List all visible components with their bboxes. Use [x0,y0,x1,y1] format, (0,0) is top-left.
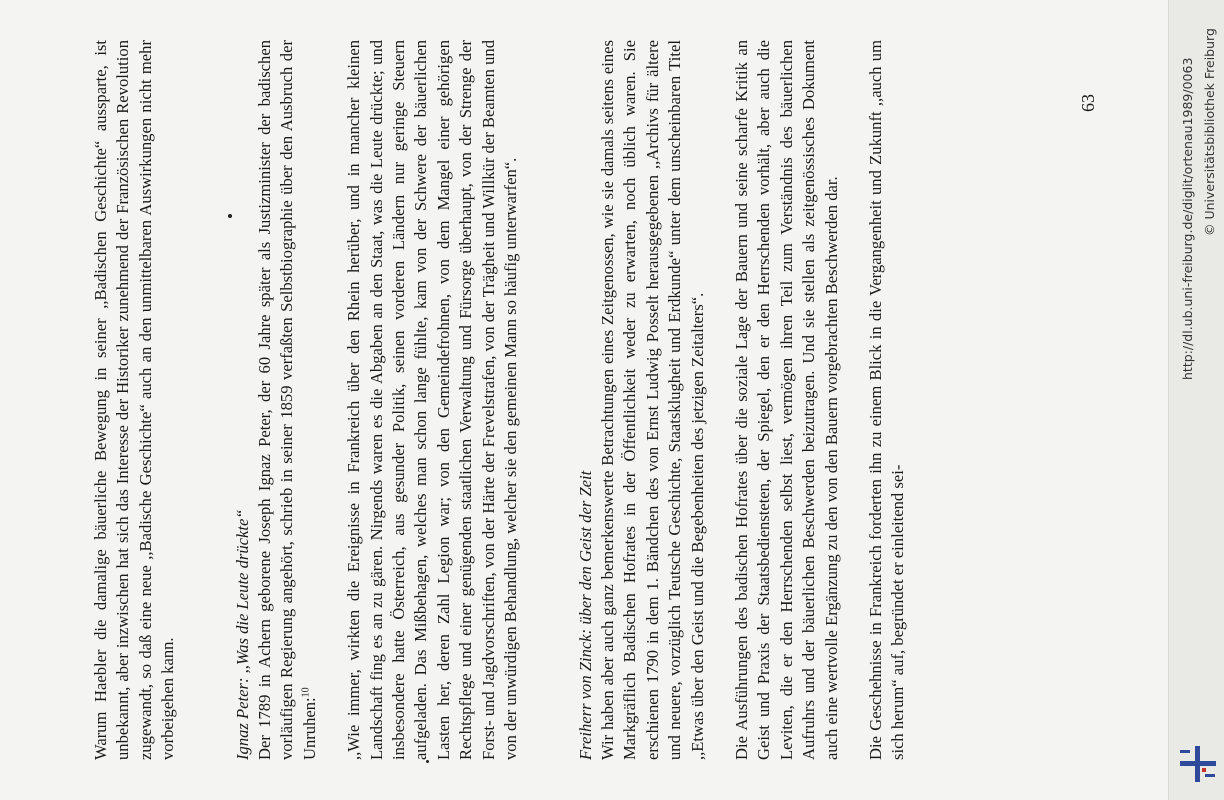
section-heading-zinck: Freiherr von Zinck: über den Geist der Zeit [575,470,595,760]
paragraph-peter-intro [254,40,321,760]
paragraph-zinck-3: Die Geschehnisse in Frankreich forderten ihn zu einem Blick in die Vergangenheit und Zukunft ,,auch um sich herum“ auf, begründet er einleitend sei- [865,40,908,760]
quote-paragraph: ,,Wie immer, wirkten die Ereignisse in Frankreich über den Rhein herüber, und in mancher kleinen Landschaft fing es an zu gären. Nirgends waren es die Abgaben an den Staat, was die Leute drückte; und insbesondere hatte Österreich, aus gesunder Politik, seinen vorderen Ländern nur geringe Steuern aufgeladen. Das Mißbehagen, welches man schon lange fühlte, kam von der Schwere der bäuerlichen Lasten her, deren Zahl Legion war; von den Gemeindefrohnen, von dem Mangel einer gehörigen Rechtspflege und einer genügenden staatlichen Verwaltung und Fürsorge überhaupt, von der Strenge der Forst- und Jagdvorschriften, von der Härte der Frevelstrafen, von der Trägheit und Willkür der Beamten und von der unwürdigen Behandlung, welcher sie den gemeinen Mann so häufig unterwarfen“. [344,40,521,760]
copyright-text: © Universitätsbibliothek Freiburg [1202,28,1217,236]
scan-speck [228,214,232,218]
intro-paragraph: Warum Haebler die damalige bäuerliche Bewegung in seiner ,,Badischen Geschichte“ aussparte, ist unbekannt, aber inzwischen hat sich das Interesse der Historiker zunehmend der Französischen Revolution zugewandt, so daß eine neue ,,Badische Geschichte“ auch an den unmittelbaren Auswirkungen nicht mehr vorbeigehen kann. [91,40,178,760]
source-url-link[interactable]: http://dl.ub.uni-freiburg.de/diglit/ortenau1989/0063 [1180,57,1195,380]
footnote-ref: 10 [300,687,312,698]
page-text-column [90,40,1130,760]
paragraph-peter-text: Der 1789 in Achern geborene Joseph Ignaz Peter, der 60 Jahre später als Justizminister der badischen vorläufigen Regierung angehört, schrieb in seiner 1859 verfaßten Selbstbiographie über den Ausbruch der Unruhen: [255,40,319,760]
library-logo-icon [1178,744,1218,784]
page-number: 63 [1078,94,1098,112]
section-heading-ignaz-peter: Ignaz Peter: ,,Was die Leute drückte“ [232,509,252,760]
paragraph-zinck-2: Die Ausführungen des badischen Hofrates über die soziale Lage der Bauern und seine scharfe Kritik an Geist und Praxis der Staatsbediensteten, der Spiegel, den er den Herrschenden vorhält, aber auch die Leviten, die er den Herrschenden selbst liest, vermögen ihren Teil zum Verständnis des bäuerlichen Aufruhrs und der bäuerlichen Beschwerden beizutragen. Und sie stellen als zeitgenössisches Dokument auch eine wertvolle Ergänzung zu den von den Bauern vorgebrachten Beschwerden dar. [731,40,841,760]
paragraph-zinck-1: Wir haben aber auch ganz bemerkenswerte Betrachtungen eines Zeitgenossen, wie sie damals seitens eines Markgräflich Badischen Hofrates in der Öffentlichkeit weder zu erwarten, noch üblich waren. Sie erschienen 1790 in dem 1. Bändchen des von Ernst Ludwig Posselt herausgegebenen ,,Archivs für ältere und neuere, vorzüglich Teutsche Geschichte, Staatsklugheit und Erdkunde“ unter dem unscheinbaren Titel ,,Etwas über den Geist und die Begebenheiten des jetzigen Zeitalters“. [597,40,707,760]
scan-speck [426,760,429,763]
